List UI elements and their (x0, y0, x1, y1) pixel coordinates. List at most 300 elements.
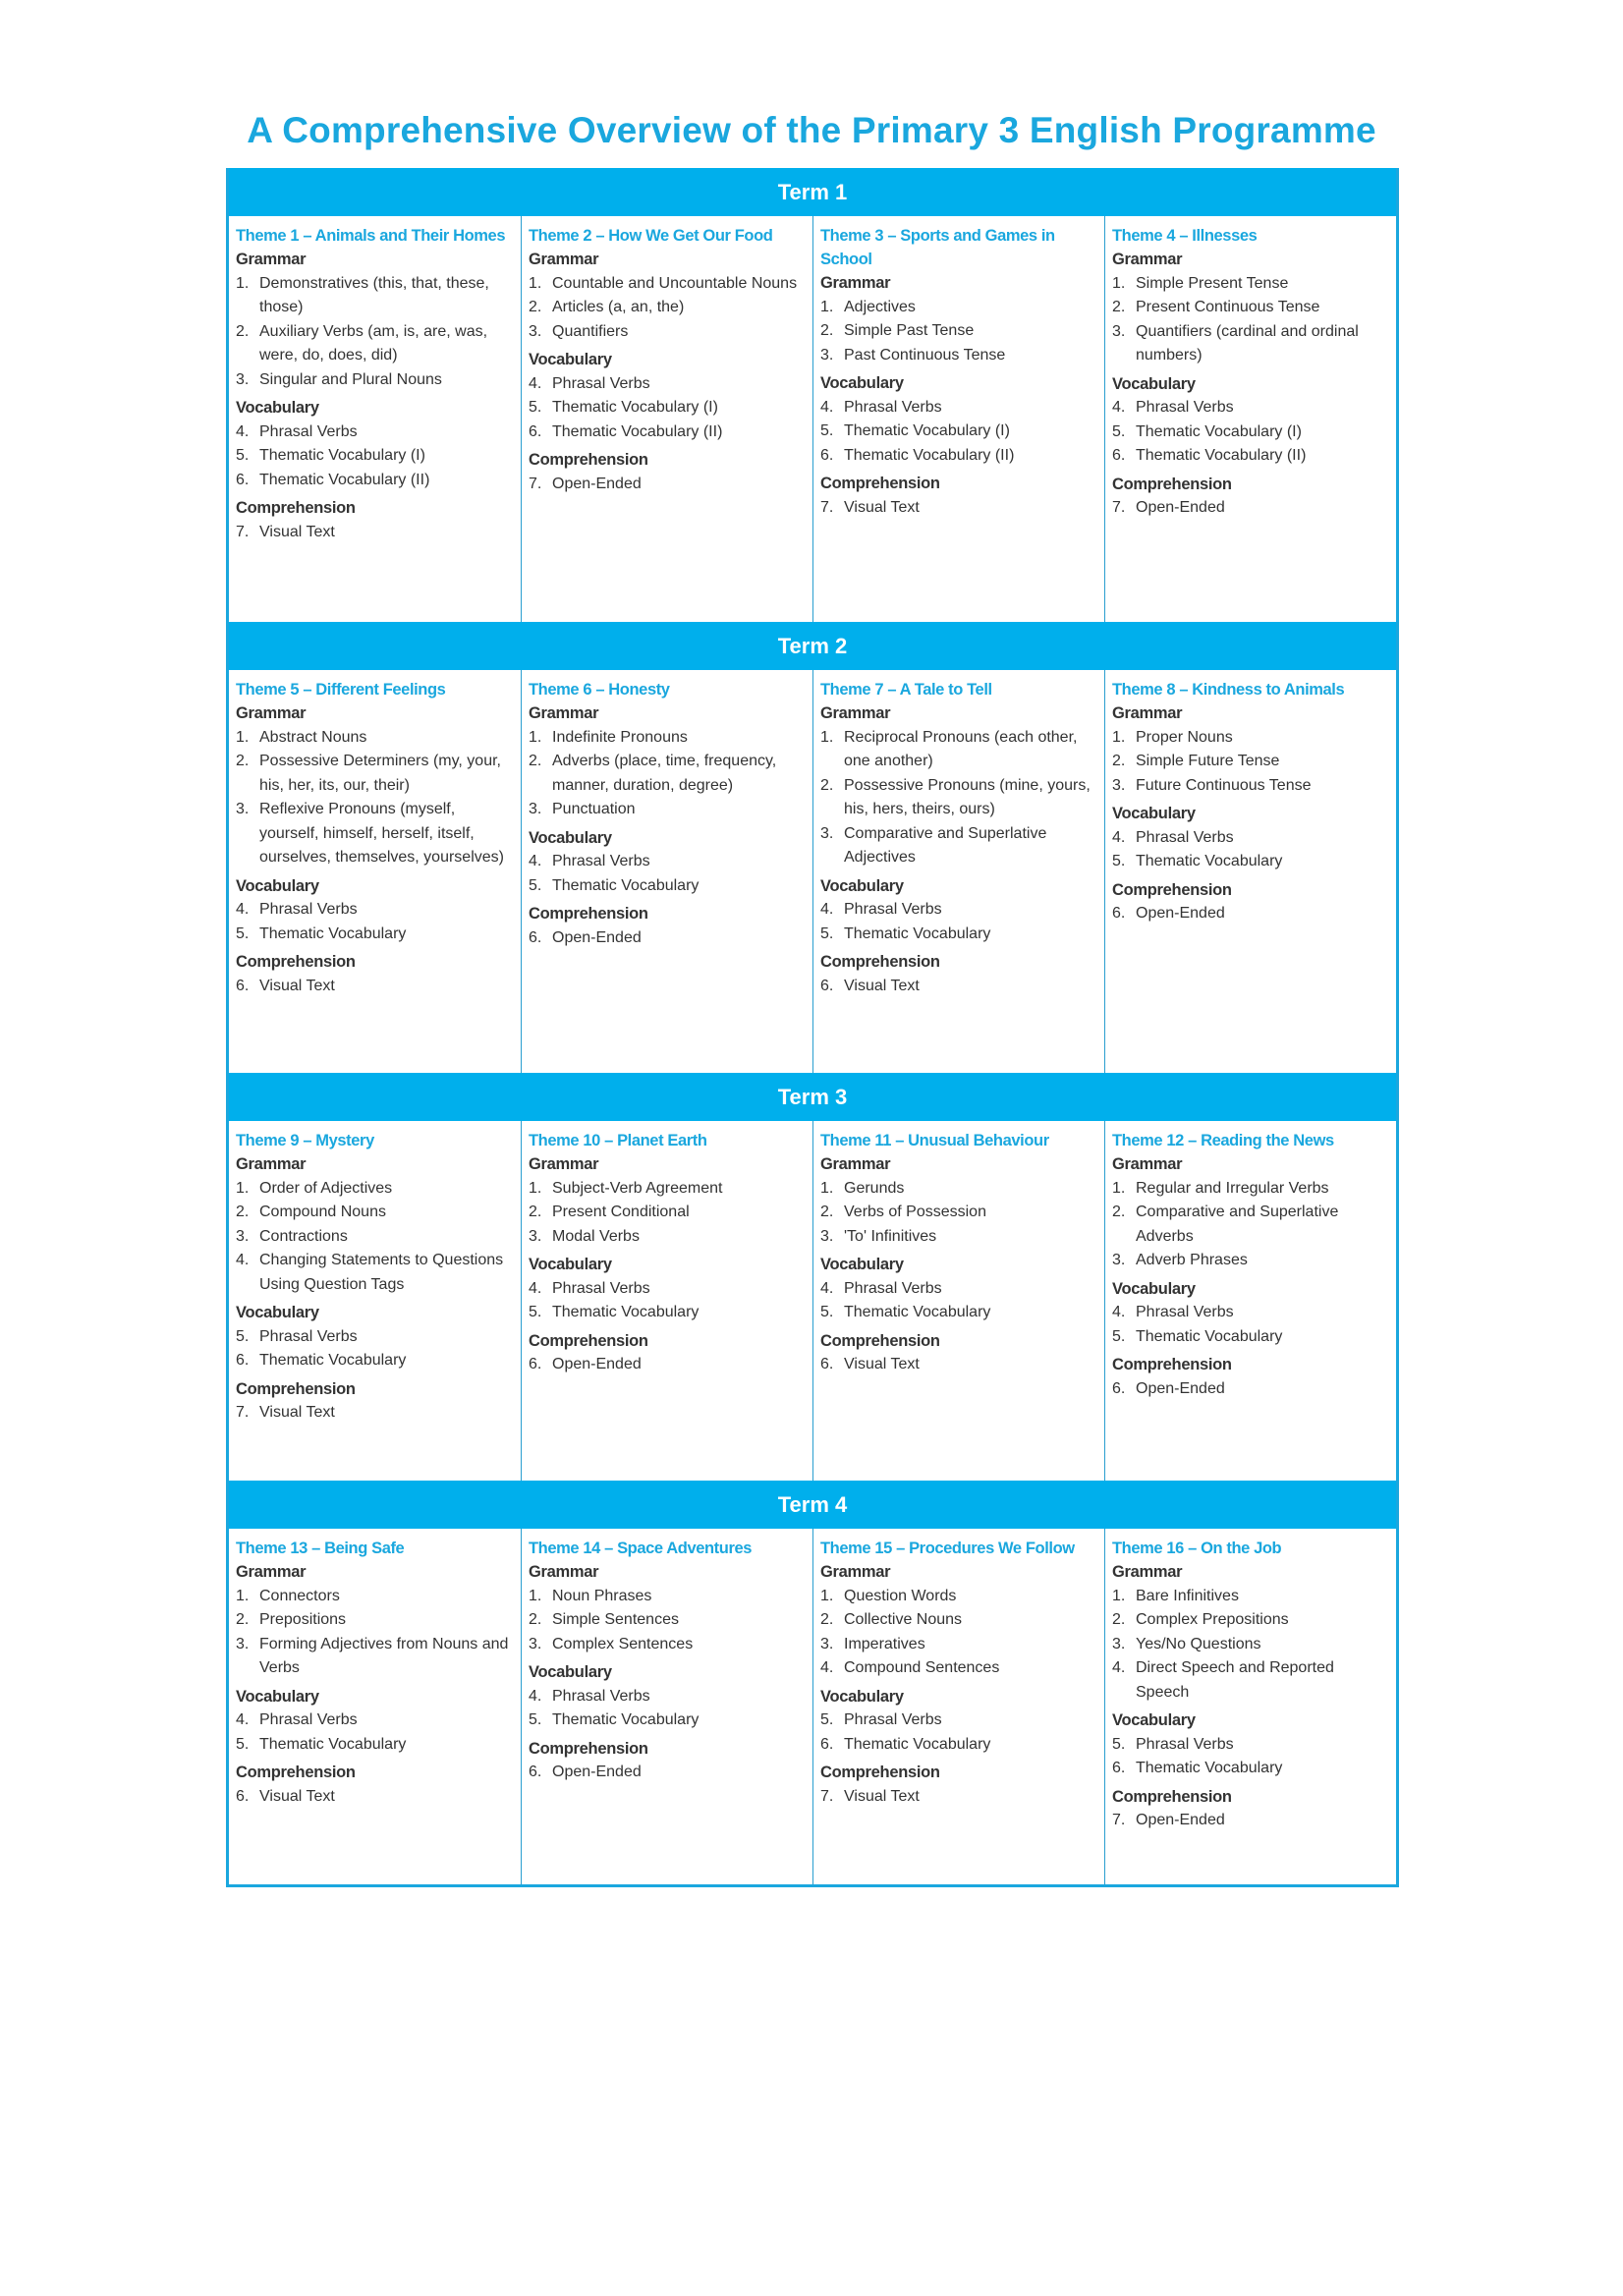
item-number: 4. (236, 1711, 250, 1728)
item-text: Simple Sentences (552, 1611, 679, 1628)
item-text: Open-Ended (1136, 905, 1225, 922)
list-item (529, 798, 807, 822)
grammar-heading: Grammar (529, 251, 599, 268)
vocabulary-heading: Vocabulary (236, 1687, 319, 1706)
item-number: 4. (529, 374, 542, 392)
term-header: Term 3 (229, 1073, 1396, 1121)
item-number: 2. (236, 1611, 250, 1628)
grammar-heading: Grammar (1112, 704, 1183, 722)
item-number: 3. (820, 346, 834, 364)
item-text: Reciprocal Pronouns (each other, one another) (844, 728, 1078, 769)
item-text: Order of Adjectives (259, 1179, 393, 1197)
list-item (236, 1708, 515, 1733)
comprehension-heading: Comprehension (820, 475, 940, 492)
item-text: Phrasal Verbs (552, 1279, 650, 1297)
vocabulary-heading: Vocabulary (1112, 1711, 1196, 1729)
list-item (236, 1401, 515, 1426)
theme-title: Theme 11 – Unusual Behaviour (820, 1132, 1049, 1149)
list-item (820, 344, 1098, 368)
item-text: Compound Sentences (844, 1659, 1000, 1676)
list-item (236, 1249, 515, 1297)
item-text: Quantifiers (cardinal and ordinal numbers) (1136, 322, 1359, 364)
item-text: Direct Speech and Reported Speech (1136, 1659, 1334, 1701)
item-number: 5. (1112, 853, 1126, 869)
comprehension-heading: Comprehension (1112, 880, 1232, 899)
item-number: 2. (820, 1611, 834, 1628)
item-number: 4. (1112, 399, 1126, 416)
item-number: 6. (1112, 447, 1126, 464)
item-text: Complex Prepositions (1136, 1611, 1289, 1628)
item-number: 1. (236, 1179, 250, 1197)
theme-cell (521, 1121, 812, 1481)
item-number: 3. (236, 1635, 250, 1652)
vocabulary-heading: Vocabulary (236, 1304, 319, 1321)
list-item (529, 420, 807, 445)
theme-cell (1104, 216, 1396, 622)
list-item (1112, 272, 1390, 297)
list-item (236, 469, 515, 493)
list-item (529, 1177, 807, 1202)
list-item (1112, 496, 1390, 521)
item-number: 7. (820, 498, 834, 516)
list-item (236, 521, 515, 545)
item-number: 2. (529, 1611, 542, 1628)
item-text: Connectors (259, 1587, 340, 1604)
item-number: 1. (1112, 728, 1126, 746)
item-text: Present Continuous Tense (1136, 299, 1320, 315)
item-text: Collective Nouns (844, 1611, 963, 1628)
list-item (820, 1201, 1098, 1225)
item-number: 5. (529, 1711, 542, 1728)
list-item (820, 1656, 1098, 1681)
list-item (1112, 774, 1390, 799)
list-item (1112, 1757, 1390, 1781)
item-number: 4. (529, 853, 542, 869)
item-number: 6. (236, 1787, 250, 1805)
item-number: 2. (1112, 299, 1126, 315)
theme-title: Theme 7 – A Tale to Tell (820, 681, 992, 699)
theme-cell (812, 670, 1104, 1073)
list-item (236, 1733, 515, 1758)
item-text: Adverb Phrases (1136, 1252, 1248, 1268)
item-number: 4. (1112, 828, 1126, 846)
item-text: Visual Text (844, 977, 920, 994)
list-item (1112, 1325, 1390, 1350)
vocabulary-heading: Vocabulary (529, 351, 612, 368)
item-number: 5. (529, 399, 542, 416)
item-number: 2. (1112, 753, 1126, 769)
vocabulary-heading: Vocabulary (1112, 374, 1196, 393)
item-text: Visual Text (259, 1404, 335, 1421)
list-item (236, 1177, 515, 1202)
vocabulary-heading: Vocabulary (820, 876, 904, 895)
theme-title: Theme 1 – Animals and Their Homes (236, 227, 506, 245)
list-item (1112, 1633, 1390, 1657)
item-number: 4. (529, 1279, 542, 1297)
item-number: 3. (529, 801, 542, 817)
item-number: 6. (236, 977, 250, 994)
item-text: Forming Adjectives from Nouns and Verbs (259, 1635, 509, 1676)
item-text: Imperatives (844, 1635, 925, 1652)
item-number: 6. (1112, 905, 1126, 922)
item-text: Reflexive Pronouns (myself, yourself, himself, herself, itself, ourselves, themselves, yourselves) (259, 801, 504, 866)
item-number: 3. (236, 1227, 250, 1245)
item-text: Thematic Vocabulary (1136, 1760, 1283, 1776)
comprehension-heading: Comprehension (529, 905, 648, 923)
item-text: Quantifiers (552, 322, 629, 340)
item-number: 2. (529, 753, 542, 769)
list-item (236, 975, 515, 999)
list-item (529, 396, 807, 420)
item-number: 4. (236, 1252, 250, 1268)
item-text: Thematic Vocabulary (1136, 1327, 1283, 1345)
theme-cell (1104, 1529, 1396, 1884)
item-text: Thematic Vocabulary (552, 1711, 700, 1728)
theme-cell (812, 1529, 1104, 1884)
list-item (1112, 902, 1390, 926)
item-text: 'To' Infinitives (844, 1227, 937, 1245)
list-item (820, 1633, 1098, 1657)
list-item (820, 1301, 1098, 1325)
item-text: Noun Phrases (552, 1587, 652, 1604)
item-number: 2. (1112, 1611, 1126, 1628)
list-item (236, 420, 515, 445)
item-text: Phrasal Verbs (1136, 399, 1234, 416)
item-number: 1. (1112, 1587, 1126, 1604)
item-text: Open-Ended (1136, 1379, 1225, 1397)
item-text: Phrasal Verbs (259, 901, 358, 918)
vocabulary-heading: Vocabulary (236, 399, 319, 417)
list-item (529, 874, 807, 899)
item-text: Thematic Vocabulary (259, 1352, 407, 1369)
list-item (820, 822, 1098, 870)
item-text: Phrasal Verbs (552, 1687, 650, 1705)
theme-title: Theme 3 – Sports and Games in School (820, 227, 1055, 268)
item-number: 1. (820, 298, 834, 315)
item-number: 4. (820, 1659, 834, 1676)
item-text: Present Conditional (552, 1204, 690, 1220)
list-item (1112, 1301, 1390, 1325)
item-number: 1. (529, 728, 542, 746)
item-text: Thematic Vocabulary (259, 1735, 407, 1753)
item-number: 6. (820, 1735, 834, 1753)
item-text: Visual Text (259, 523, 335, 540)
theme-title: Theme 14 – Space Adventures (529, 1540, 753, 1557)
vocabulary-heading: Vocabulary (820, 1256, 904, 1273)
item-text: Proper Nouns (1136, 728, 1233, 746)
list-item (236, 750, 515, 798)
item-text: Abstract Nouns (259, 728, 367, 746)
item-number: 6. (820, 1356, 834, 1372)
item-text: Visual Text (844, 1787, 920, 1805)
item-text: Phrasal Verbs (1136, 828, 1234, 846)
list-item (236, 1325, 515, 1350)
list-item (1112, 420, 1390, 445)
list-item (236, 1608, 515, 1633)
item-text: Thematic Vocabulary (844, 1735, 991, 1753)
comprehension-heading: Comprehension (1112, 1356, 1232, 1373)
list-item (236, 798, 515, 870)
list-item (236, 1201, 515, 1225)
comprehension-heading: Comprehension (1112, 1787, 1232, 1806)
item-text: Future Continuous Tense (1136, 776, 1312, 794)
list-item (820, 1225, 1098, 1250)
list-item (236, 1585, 515, 1609)
item-number: 6. (1112, 1760, 1126, 1776)
item-text: Phrasal Verbs (259, 1327, 358, 1345)
list-item (820, 1608, 1098, 1633)
item-text: Phrasal Verbs (1136, 1735, 1234, 1753)
vocabulary-heading: Vocabulary (820, 1687, 904, 1706)
grammar-heading: Grammar (820, 1563, 891, 1581)
item-number: 1. (236, 274, 250, 292)
item-number: 5. (820, 1304, 834, 1320)
list-item (236, 444, 515, 469)
comprehension-heading: Comprehension (820, 1331, 940, 1350)
item-number: 4. (1112, 1659, 1126, 1676)
item-text: Yes/No Questions (1136, 1635, 1261, 1652)
item-number: 4. (236, 422, 250, 440)
item-number: 5. (236, 1327, 250, 1345)
list-item (529, 272, 807, 297)
grammar-heading: Grammar (236, 251, 307, 268)
grammar-heading: Grammar (1112, 1155, 1183, 1173)
item-text: Open-Ended (1136, 1812, 1225, 1828)
item-number: 2. (236, 753, 250, 769)
grammar-heading: Grammar (820, 704, 891, 722)
theme-title: Theme 9 – Mystery (236, 1132, 374, 1149)
item-text: Changing Statements to Questions Using Question Tags (259, 1252, 504, 1293)
item-text: Auxiliary Verbs (am, is, are, was, were, do, does, did) (259, 322, 488, 364)
page-title: A Comprehensive Overview of the Primary 3 English Programme (247, 110, 1376, 150)
list-item (1112, 1656, 1390, 1705)
list-item (820, 1177, 1098, 1202)
item-text: Phrasal Verbs (844, 1711, 942, 1728)
item-number: 6. (820, 446, 834, 464)
item-text: Verbs of Possession (844, 1204, 986, 1220)
comprehension-heading: Comprehension (236, 1379, 356, 1398)
term-row (229, 670, 1396, 1073)
grammar-heading: Grammar (236, 704, 307, 722)
item-text: Visual Text (259, 1787, 335, 1805)
item-text: Comparative and Superlative Adjectives (844, 824, 1047, 866)
list-item (820, 923, 1098, 947)
item-text: Thematic Vocabulary (844, 924, 991, 942)
item-text: Phrasal Verbs (844, 1279, 942, 1297)
list-item (1112, 826, 1390, 851)
item-number: 1. (1112, 1179, 1126, 1197)
item-number: 7. (1112, 499, 1126, 516)
item-text: Open-Ended (552, 475, 642, 492)
item-number: 5. (529, 876, 542, 894)
list-item (820, 396, 1098, 420)
item-text: Modal Verbs (552, 1227, 640, 1245)
item-text: Past Continuous Tense (844, 346, 1006, 364)
grammar-heading: Grammar (529, 1155, 599, 1173)
item-text: Punctuation (552, 801, 636, 817)
item-number: 5. (236, 447, 250, 464)
list-item (820, 319, 1098, 344)
list-item (820, 1353, 1098, 1377)
list-item (1112, 444, 1390, 469)
item-text: Countable and Uncountable Nouns (552, 274, 798, 292)
theme-cell (812, 216, 1104, 622)
item-number: 5. (820, 422, 834, 439)
list-item (1112, 1177, 1390, 1202)
vocabulary-heading: Vocabulary (236, 876, 319, 895)
item-text: Adverbs (place, time, frequency, manner, duration, degree) (552, 753, 777, 794)
comprehension-heading: Comprehension (236, 499, 356, 517)
comprehension-heading: Comprehension (529, 451, 648, 469)
item-number: 3. (529, 322, 542, 340)
term-row (229, 1121, 1396, 1481)
item-text: Visual Text (259, 977, 335, 994)
item-number: 2. (820, 1204, 834, 1220)
item-number: 3. (529, 1635, 542, 1652)
grammar-heading: Grammar (820, 274, 891, 292)
list-item (529, 372, 807, 397)
list-item (529, 1301, 807, 1325)
term-row (229, 216, 1396, 622)
item-number: 1. (529, 1587, 542, 1604)
list-item (820, 1785, 1098, 1810)
term-header: Term 4 (229, 1481, 1396, 1529)
list-item (529, 1277, 807, 1302)
list-item (820, 898, 1098, 923)
item-number: 3. (1112, 1635, 1126, 1652)
vocabulary-heading: Vocabulary (1112, 1279, 1196, 1298)
list-item (236, 726, 515, 751)
comprehension-heading: Comprehension (529, 1739, 648, 1758)
list-item (820, 1708, 1098, 1733)
list-item (820, 1277, 1098, 1302)
list-item (236, 272, 515, 320)
list-item (820, 420, 1098, 444)
grammar-heading: Grammar (1112, 1563, 1183, 1581)
theme-title: Theme 5 – Different Feelings (236, 681, 446, 699)
list-item (529, 1708, 807, 1733)
list-item (1112, 1249, 1390, 1273)
comprehension-heading: Comprehension (236, 1764, 356, 1781)
item-text: Thematic Vocabulary (II) (844, 446, 1015, 464)
list-item (529, 1608, 807, 1633)
item-number: 2. (820, 322, 834, 339)
item-number: 3. (820, 824, 834, 842)
item-number: 1. (529, 274, 542, 292)
list-item (1112, 320, 1390, 368)
theme-cell (229, 670, 521, 1073)
grammar-heading: Grammar (236, 1155, 307, 1173)
item-number: 3. (820, 1227, 834, 1245)
list-item (529, 296, 807, 320)
item-number: 5. (529, 1304, 542, 1320)
item-number: 6. (236, 1352, 250, 1369)
item-text: Visual Text (844, 1356, 920, 1372)
item-text: Possessive Pronouns (mine, yours, his, hers, theirs, ours) (844, 776, 1091, 817)
item-number: 2. (820, 776, 834, 794)
item-number: 6. (529, 928, 542, 946)
item-text: Indefinite Pronouns (552, 728, 688, 746)
list-item (529, 726, 807, 751)
item-text: Thematic Vocabulary (I) (844, 422, 1010, 439)
item-text: Open-Ended (1136, 499, 1225, 516)
item-text: Gerunds (844, 1179, 905, 1197)
list-item (529, 850, 807, 874)
item-text: Visual Text (844, 498, 920, 516)
item-number: 4. (529, 1687, 542, 1705)
item-number: 5. (236, 1735, 250, 1753)
theme-cell (229, 216, 521, 622)
item-number: 4. (236, 901, 250, 918)
item-text: Adjectives (844, 298, 916, 315)
item-number: 5. (1112, 422, 1126, 440)
theme-title: Theme 12 – Reading the News (1112, 1132, 1334, 1149)
item-text: Thematic Vocabulary (552, 1304, 700, 1320)
grammar-heading: Grammar (529, 704, 599, 722)
grammar-heading: Grammar (236, 1563, 307, 1581)
item-text: Comparative and Superlative Adverbs (1136, 1204, 1339, 1245)
theme-cell (1104, 670, 1396, 1073)
item-text: Thematic Vocabulary (I) (1136, 422, 1302, 440)
item-text: Thematic Vocabulary (844, 1304, 991, 1320)
list-item (236, 898, 515, 923)
item-text: Phrasal Verbs (259, 1711, 358, 1728)
theme-cell (521, 670, 812, 1073)
list-item (820, 774, 1098, 822)
item-number: 3. (529, 1227, 542, 1245)
list-item (529, 926, 807, 951)
item-text: Contractions (259, 1227, 348, 1245)
item-text: Possessive Determiners (my, your, his, her, its, our, their) (259, 753, 501, 794)
item-text: Articles (a, an, the) (552, 299, 685, 315)
item-number: 7. (1112, 1812, 1126, 1828)
comprehension-heading: Comprehension (529, 1331, 648, 1350)
list-item (1112, 1608, 1390, 1633)
theme-title: Theme 16 – On the Job (1112, 1540, 1282, 1557)
grammar-heading: Grammar (529, 1563, 599, 1581)
list-item (529, 1225, 807, 1250)
comprehension-heading: Comprehension (236, 953, 356, 971)
list-item (529, 1585, 807, 1609)
item-text: Simple Present Tense (1136, 274, 1289, 292)
item-text: Bare Infinitives (1136, 1587, 1239, 1604)
item-number: 3. (820, 1635, 834, 1652)
theme-title: Theme 2 – How We Get Our Food (529, 227, 773, 245)
comprehension-heading: Comprehension (1112, 475, 1232, 493)
list-item (820, 296, 1098, 320)
item-text: Phrasal Verbs (259, 422, 358, 440)
item-number: 6. (529, 422, 542, 440)
item-number: 5. (820, 1711, 834, 1728)
theme-title: Theme 6 – Honesty (529, 681, 670, 699)
theme-cell (521, 216, 812, 622)
item-text: Regular and Irregular Verbs (1136, 1179, 1329, 1197)
list-item (236, 368, 515, 393)
list-item (820, 1733, 1098, 1758)
theme-cell (229, 1529, 521, 1884)
theme-title: Theme 8 – Kindness to Animals (1112, 681, 1345, 699)
item-number: 1. (820, 1179, 834, 1197)
vocabulary-heading: Vocabulary (529, 1256, 612, 1273)
item-text: Subject-Verb Agreement (552, 1179, 723, 1197)
list-item (529, 1761, 807, 1785)
item-number: 6. (1112, 1379, 1126, 1397)
theme-cell (1104, 1121, 1396, 1481)
item-number: 3. (1112, 1252, 1126, 1268)
item-text: Phrasal Verbs (844, 398, 942, 416)
item-text: Question Words (844, 1587, 957, 1604)
list-item (529, 473, 807, 497)
